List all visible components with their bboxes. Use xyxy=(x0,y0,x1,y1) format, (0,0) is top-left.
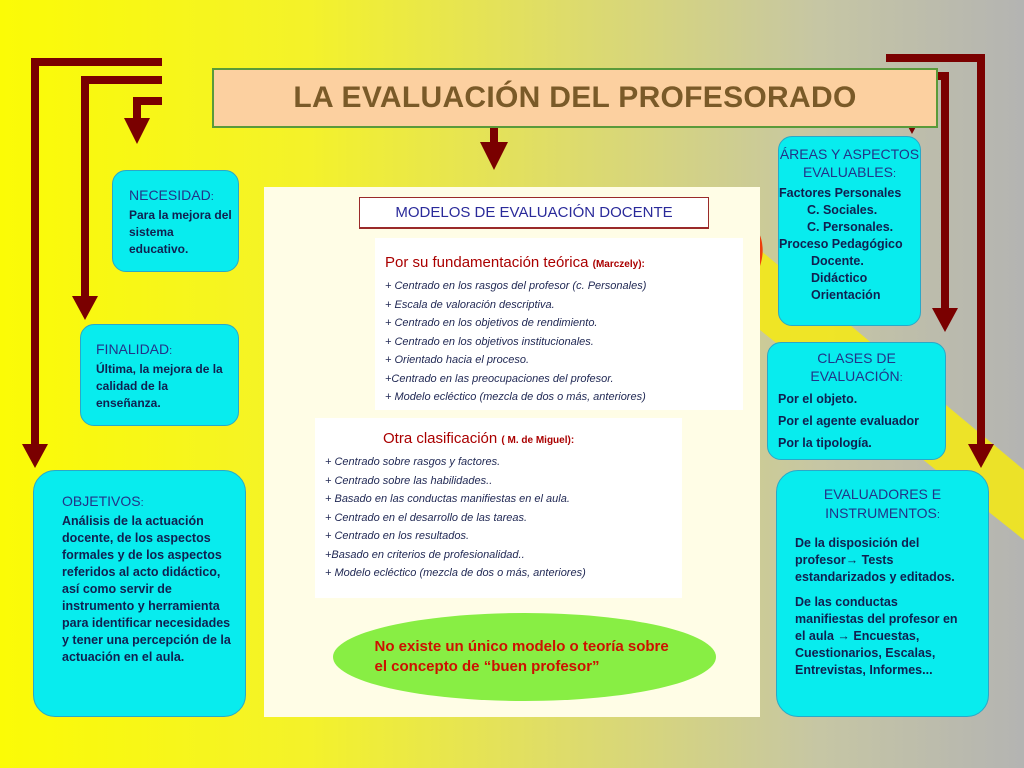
list-item: + Centrado en los objetivos institucionales. xyxy=(385,335,594,348)
list-item: + Centrado en el desarrollo de las tareas. xyxy=(325,511,528,524)
conclusion-text: No existe un único modelo o teoría sobre el concepto de “buen profesor” xyxy=(374,638,669,675)
clases-heading: CLASES DE EVALUACIÓN: xyxy=(810,350,903,384)
list-item: + Centrado sobre las habilidades.. xyxy=(325,474,493,487)
areas-line: Orientación xyxy=(811,288,881,302)
evaluadores-para1: De la disposición del profesor→ Tests estandarizados y editados. xyxy=(795,536,955,584)
clases-item: Por el agente evaluador xyxy=(778,414,920,428)
theoretical-source: (Marczely): xyxy=(592,259,645,270)
list-item: + Centrado en los rasgos del profesor (c. Personales) xyxy=(385,280,647,292)
clases-item: Por el objeto. xyxy=(778,392,858,406)
necesidad-text: Para la mejora del sistema educativo. xyxy=(129,208,232,256)
theoretical-heading: Por su fundamentación teórica (Marczely): xyxy=(385,254,645,271)
clases-item: Por la tipología. xyxy=(778,436,872,450)
list-item: + Modelo ecléctico (mezcla de dos o más, anteriores) xyxy=(325,567,586,579)
areas-line: Didáctico xyxy=(811,271,868,285)
clases-card xyxy=(767,342,946,460)
areas-line: Factores Personales xyxy=(779,186,902,200)
necesidad-heading: NECESIDAD: xyxy=(129,187,214,203)
list-item: + Modelo ecléctico (mezcla de dos o más, anteriores) xyxy=(385,391,646,403)
areas-line: Docente. xyxy=(811,254,864,268)
theoretical-models-box xyxy=(375,238,743,410)
other-classification-box xyxy=(315,418,682,598)
other-source: ( M. de Miguel): xyxy=(501,435,575,446)
evaluadores-para2: De las conductas manifiestas del profesor en el aula → Encuestas, Cuestionarios, Escalas, Entrevistas, Informes... xyxy=(795,595,958,677)
list-item: + Centrado sobre rasgos y factores. xyxy=(325,456,501,468)
list-item: + Escala de valoración descriptiva. xyxy=(385,298,555,311)
page-title: LA EVALUACIÓN DEL PROFESORADO xyxy=(212,68,938,128)
other-heading: Otra clasificación ( M. de Miguel): xyxy=(383,430,575,447)
finalidad-card xyxy=(80,324,239,426)
conclusion-oval xyxy=(333,613,716,701)
necesidad-card xyxy=(112,170,239,272)
list-item: + Orientado hacia el proceso. xyxy=(385,354,530,366)
list-item: + Centrado en los resultados. xyxy=(325,530,470,542)
list-item: + Centrado en los objetivos de rendimiento. xyxy=(385,317,598,329)
objetivos-card xyxy=(33,470,246,717)
areas-line: C. Sociales. xyxy=(807,203,878,217)
list-item: +Basado en criterios de profesionalidad.. xyxy=(325,548,525,561)
finalidad-text: Última, la mejora de la calidad de la enseñanza. xyxy=(96,362,223,410)
finalidad-heading: FINALIDAD: xyxy=(96,341,173,357)
areas-heading: ÁREAS Y ASPECTOS EVALUABLES: xyxy=(779,146,920,180)
models-header: MODELOS DE EVALUACIÓN DOCENTE xyxy=(359,197,709,229)
list-item: + Basado en las conductas manifiestas en el aula. xyxy=(325,493,570,505)
objetivos-text: Análisis de la actuación docente, de los aspectos formales y de los aspectos referidos al acto didáctico, así como servir de instrumento y herramienta para identificar necesidades y tener una percepción de la actuación en el aula. xyxy=(62,514,231,664)
objetivos-heading: OBJETIVOS: xyxy=(62,493,144,509)
areas-line: C. Personales. xyxy=(807,220,894,234)
evaluadores-card xyxy=(776,470,989,717)
areas-line: Proceso Pedagógico xyxy=(779,237,903,251)
evaluadores-heading: EVALUADORES E INSTRUMENTOS: xyxy=(823,486,942,521)
list-item: +Centrado en las preocupaciones del profesor. xyxy=(385,372,614,385)
areas-card xyxy=(778,136,921,326)
